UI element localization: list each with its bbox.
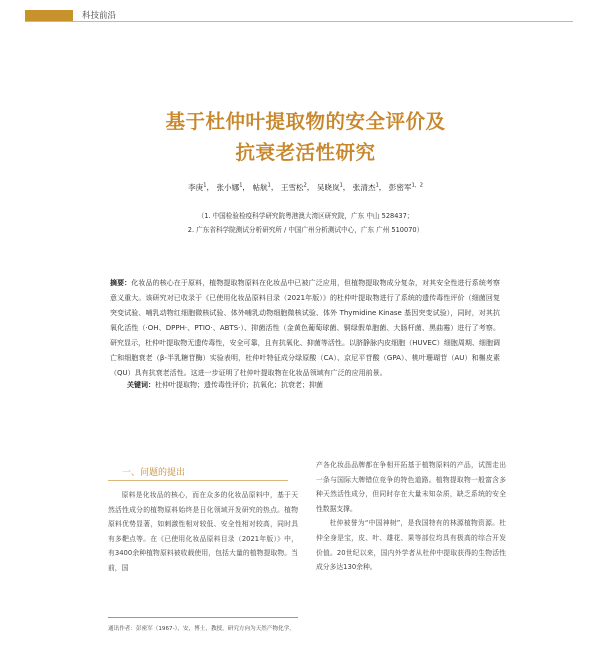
body-column-left bbox=[108, 488, 298, 576]
header-rule bbox=[25, 21, 573, 22]
paragraph: 原料是化妆品的核心，而在众多的化妆品原料中，基于天然活性成分的植物原料始终是日化领域开发研究的热点。植物原料优势显著，如刺激性相对较低、安全性相对较高，同时具有多靶点等。在《已使用化妆品原料目录（2021年版）》中，有3400余种植物原料被收载使用，包括大量的植物提取物。当前，国 bbox=[108, 491, 298, 572]
header-bar bbox=[25, 10, 573, 21]
affiliation-1: （1. 中国检验检疫科学研究院粤港澳大湾区研究院，广东 中山 528437； bbox=[197, 212, 414, 220]
abstract-label: 摘要： bbox=[110, 279, 132, 287]
keywords-text: 杜仲叶提取物；遗传毒性评价；抗氧化；抗衰老；抑菌 bbox=[155, 381, 323, 389]
keywords bbox=[127, 380, 507, 390]
author: 张小娜$^1$ bbox=[216, 182, 243, 192]
section-rule bbox=[108, 480, 288, 481]
author: 李庚$^1$ bbox=[188, 182, 207, 192]
abstract bbox=[110, 276, 500, 381]
section-heading: 一、问题的提出 bbox=[122, 468, 186, 478]
author: 王雪松$^2$ bbox=[280, 182, 307, 192]
paragraph: 产各化妆品品牌都在争相开拓基于植物原料的产品，试图走出一条与国际大牌错位竞争的特色道路。植物提取物一般富含多种天然活性成分，但同时存在大量未知杂质，缺乏系统的安全性数据支撑。 bbox=[316, 461, 506, 513]
title-line-1: 基于杜仲叶提取物的安全评价及 bbox=[165, 110, 446, 133]
body-column-right bbox=[316, 458, 506, 575]
author: 彭密军$^{1,2}$ bbox=[388, 182, 423, 192]
affiliation-2: 2. 广东省科学院测试分析研究所 / 中国广州分析测试中心，广东 广州 510070） bbox=[187, 226, 424, 234]
footnote-rule bbox=[108, 617, 298, 618]
header-accent-block bbox=[25, 10, 73, 21]
keywords-label: 关键词： bbox=[127, 381, 155, 389]
author: 张清杰$^1$ bbox=[352, 182, 379, 192]
paragraph: 杜仲被誉为“中国神树”，是我国特有的林源植物资源。杜仲全身是宝，皮、叶、雄花、果等部位均具有极高的综合开发价值。20世纪以来，国内外学者从杜仲中提取获得的生物活性成分多达130余种。 bbox=[316, 519, 506, 572]
abstract-text: 化妆品的核心在于原料，植物提取物原料在化妆品中已被广泛应用，但植物提取物成分复杂，对其安全性进行系统考察意义重大。该研究对已收录于《已使用化妆品原料目录（2021年版）》的杜仲叶提取物进行了系统的遗传毒性评价（细菌回复突变试验、哺乳动物红细胞微核试验、体外哺乳动物细胞微核试验、体外 Thymidine Kinase 基因突变试验），同时，对其抗氧化活性（·OH、DPPH·、PTIO·、ABTS·）、抑菌活性（金黄色葡萄球菌、铜绿假单胞菌、大肠杆菌、黑曲霉）进行了考察。研究显示，杜仲叶提取物无遗传毒性，安全可靠，且有抗氧化、抑菌等活性。以脐静脉内皮细胞（HUVEC）细胞周期、细胞调亡和细胞衰老（β-半乳糖苷酶）实验表明，杜仲叶特征成分绿原酸（CA）、京尼平苷酸（GPA）、桃叶珊瑚苷（AU）和槲皮素（QU）具有抗衰老活性。这进一步证明了杜仲叶提取物在化妆品领域有广泛的应用前景。 bbox=[110, 279, 501, 377]
author: 帖航$^1$ bbox=[252, 182, 271, 192]
title-line-2: 抗衰老活性研究 bbox=[235, 141, 376, 164]
author: 吴晓岚$^1$ bbox=[316, 182, 343, 192]
footnote: 通讯作者：彭密军（1967-），安，博士，教授，研究方向为天然产物化学。 bbox=[108, 626, 295, 632]
author-list: 李庚$^1$， 张小娜$^1$， 帖航$^1$， 王雪松$^2$， 吴晓岚$^1$， 张清杰$^1$， 彭密军$^{1,2}$ bbox=[188, 182, 423, 192]
section-label: 科技前沿 bbox=[82, 11, 117, 21]
